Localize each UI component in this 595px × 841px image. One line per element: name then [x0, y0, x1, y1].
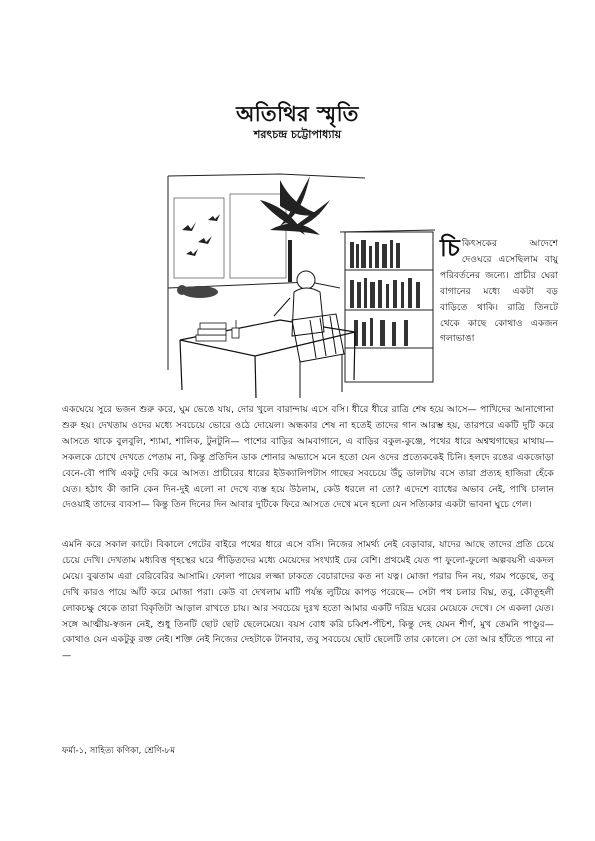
birds [182, 214, 220, 256]
intro-column [440, 233, 558, 347]
ceiling-line [168, 174, 365, 178]
paragraph-1: একঘেয়ে সুরে ভজন শুরু করে, ঘুম ভেঙে যায়, দোর খুলে বারান্দায় এসে বসি। ধীরে ধীরে রাত্রি শেষ হয়ে আসে— পাখিদের আনাগোনা শুরু হয়। দেখতাম ওদের মধ্যে সবচেয়ে ভোরে ওঠে দোয়েল। অন্ধকার শেষ না হতেই তাদের গান আরম্ভ হয়, তারপরে একটি দুটি করে আসতে থাকে বুলবুলি, শ্যামা, শালিক, টুনটুনি— পাশের বাড়ির আমবাগানে, এ বাড়ির বকুল-কুঞ্জে, পথের ধারে অশ্বত্থগাছের মাথায়— সকলকে চোখে দেখতে পেতাম না, কিন্তু প্রতিদিন ডাক শোনার অভ্যাসে মনে হতো যেন ওদের প্রত্যেককেই চিনি। হলদে রঙের একজোড়া বেনে-বৌ পাখি একটু দেরি করে আসত। প্রাচীরের ধারের ইউক্যালিপটাস গাছের সবচেয়ে উঁচু ডালটায় বসে তারা প্রত্যহ হাজিরা হেঁকে যেত। হঠাৎ কী জানি কেন দিন-দুই এলো না দেখে ব্যস্ত হয়ে উঠলাম, কেউ ধরলে না তো? এদেশে ব্যাধের অভাব নেই, পাখি চালান দেওয়াই তাদের ব্যবসা— কিন্তু তিন দিনের দিন আবার দুটিকে ফিরে আসতে দেখে মনে হলো যেন সত্যিকার একটা ভাবনা ঘুচে গেল। [62, 404, 554, 511]
bookshelf [345, 232, 433, 382]
person [274, 271, 324, 336]
illustration [160, 170, 435, 400]
desk-books [196, 323, 226, 341]
cat [177, 285, 218, 298]
desk-cup [232, 320, 239, 338]
plant [260, 176, 330, 282]
intro-text: কিৎসকের আদেশে দেওঘরে এসেছিলাম বায়ু পরিবর্তনের জন্যে। প্রাচীর ঘেরা বাগানের মধ্যে একটা বড় বাড়িতে থাকি। রাত্রি তিনটে থেকে কাছে কোথাও একজন গলাভাঙা [440, 238, 558, 345]
story-title: অতিথির স্মৃতি [236, 101, 359, 126]
author-name: শরৎচন্দ্র চট্টোপাধ্যায় [253, 128, 342, 141]
page-footer: ফর্মা-১, সাহিত্য কণিকা, শ্রেণি-৮ম [62, 746, 175, 756]
paragraph-2: এমনি করে সকাল কাটে। বিকালে গেটের বাইরে পথের ধারে এসে বসি। নিজের সামর্থ্য নেই বেড়াবার, যাদের আছে তাদের প্রতি চেয়ে চেয়ে দেখি। দেখতাম মধ্যবিত্ত গৃহস্থের ঘরে পীড়িতদের মধ্যে মেয়েদের সংখ্যাই ঢের বেশি। প্রথমেই যেত পা ফুলো-ফুলো অল্পবয়সী একদল মেয়ে। বুঝতাম এরা বেরিবেরির আসামি। ফোলা পায়ের লজ্জা ঢাকতে বেচারাদের কত না যত্ন। মোজা পরার দিন নয়, গরম পড়েছে, তবু দেখি কারও পায়ে আঁট করে মোজা পরা। কেউ বা দেখলাম মাটি পর্যন্ত লুটিয়ে কাপড় পরেছে— সেটা পথ চলার বিঘ্ন, তবু, কৌতূহলী লোকচক্ষু থেকে তারা বিকৃতিটা আড়াল রাখতে চায়। আর সবচেয়ে দুঃখ হতো আমার একটি দরিদ্র ঘরের মেয়েকে দেখে। সে একলা যেত। সঙ্গে আত্মীয়-স্বজন নেই, শুধু তিনটি ছোট ছোট ছেলেমেয়ে। বয়স বোধ করি চব্বিশ-পঁচিশ, কিন্তু দেহ যেমন শীর্ণ, মুখ তেমনি পাণ্ডুর— কোথাও যেন একটুকু রক্ত নেই। শক্তি নেই নিজের দেহটাকে টানবার, তবু সবচেয়ে ছোট ছেলেটি তার কোলে। সে তো আর হাঁটতে পারে না— [62, 539, 554, 662]
drop-cap: চি [440, 233, 460, 262]
